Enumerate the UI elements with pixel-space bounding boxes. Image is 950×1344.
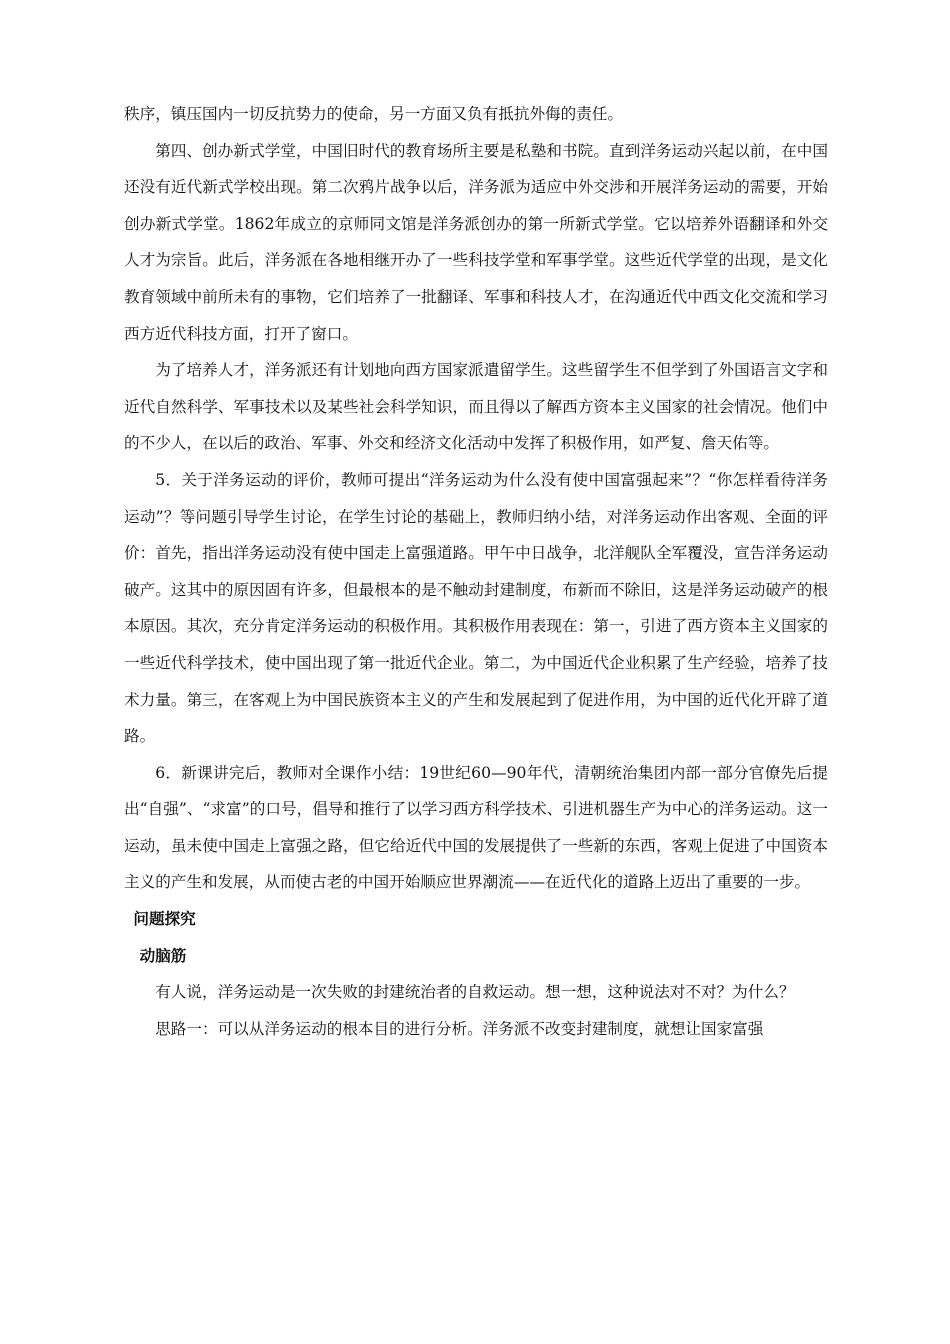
- paragraph-new-schools: 第四、创办新式学堂，中国旧时代的教育场所主要是私塾和书院。直到洋务运动兴起以前，在中国还没有近代新式学校出现。第二次鸦片战争以后，洋务派为适应中外交涉和开展洋务运动的需要，开始创办新式学堂。1862年成立的京师同文馆是洋务派创办的第一所新式学堂。它以培养外语翻译和外交人才为宗旨。此后，洋务派在各地相继开办了一些科技学堂和军事学堂。这些近代学堂的出现，是文化教育领域中前所未有的事物，它们培养了一批翻译、军事和科技人才，在沟通近代中西文化交流和学习西方近代科技方面，打开了窗口。: [124, 141, 828, 343]
- paragraph-summary: 6．新课讲完后，教师对全课作小结：19世纪60—90年代，清朝统治集团内部一部分官僚先后提出“自强”、“求富”的口号，倡导和推行了以学习西方科学技术、引进机器生产为中心的洋务运动。这一运动，虽未使中国走上富强之路，但它给近代中国的发展提供了一些新的东西，客观上促进了中国资本主义的产生和发展，从而使古老的中国开始顺应世界潮流——在近代化的道路上迈出了重要的一步。: [124, 763, 828, 892]
- paragraph-idea-one: 思路一：可以从洋务运动的根本目的进行分析。洋务派不改变封建制度，就想让国家富强: [155, 1019, 764, 1038]
- paragraph-study-abroad: 为了培养人才，洋务派还有计划地向西方国家派遣留学生。这些留学生不但学到了外国语言文字和近代自然科学、军事技术以及某些社会科学知识，而且得以了解西方资本主义国家的社会情况。他们中的不少人，在以后的政治、军事、外交和经济文化活动中发挥了积极作用，如严复、詹天佑等。: [124, 361, 828, 453]
- paragraph-evaluation: 5．关于洋务运动的评价，教师可提出“洋务运动为什么没有使中国富强起来”？“你怎样看待洋务运动”？等问题引导学生讨论，在学生讨论的基础上，教师归纳小结，对洋务运动作出客观、全面的评价：首先，指出洋务运动没有使中国走上富强道路。甲午中日战争，北洋舰队全军覆没，宣告洋务运动破产。这其中的原因固有许多，但最根本的是不触动封建制度，布新而不除旧，这是洋务运动破产的根本原因。其次，充分肯定洋务运动的积极作用。其积极作用表现在：第一，引进了西方资本主义国家的一些近代科学技术，使中国出现了第一批近代企业。第二，为中国近代企业积累了生产经验，培养了技术力量。第三，在客观上为中国民族资本主义的产生和发展起到了促进作用，为中国的近代化开辟了道路。: [124, 470, 828, 746]
- heading-problem-explore: 问题探究: [133, 910, 196, 929]
- document-body: [124, 96, 828, 1047]
- paragraph-question: 有人说，洋务运动是一次失败的封建统治者的自救运动。想一想，这种说法对不对？为什么？: [155, 983, 795, 1002]
- paragraph-continuation: 秩序，镇压国内一切反抗势力的使命，另一方面又负有抵抗外侮的责任。: [124, 105, 624, 123]
- heading-brainstorm: 动脑筋: [139, 946, 187, 965]
